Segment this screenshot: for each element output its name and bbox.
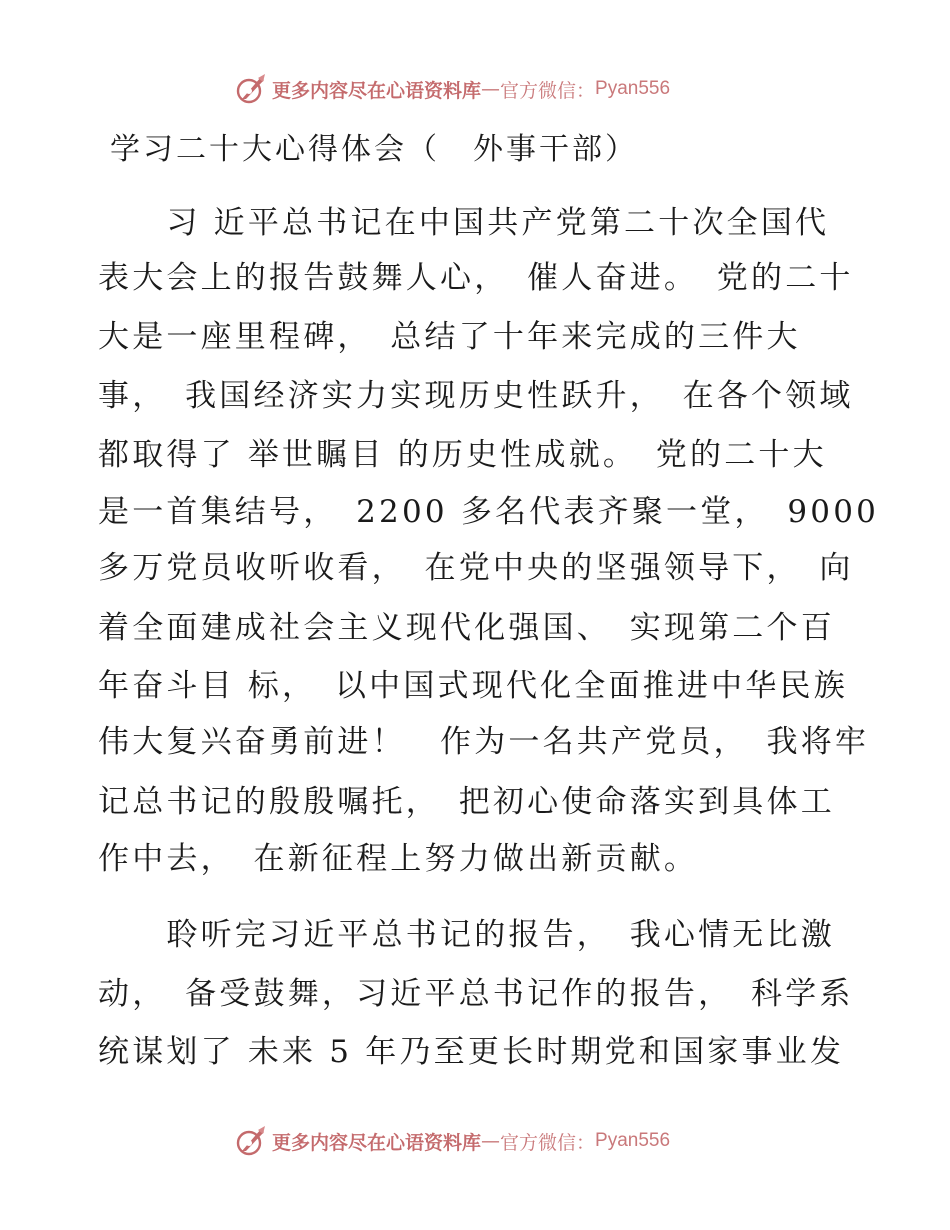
feather-pen-logo-icon xyxy=(234,72,268,106)
body-line: 作中去， 在新征程上努力做出新贡献。 xyxy=(98,841,699,877)
watermark-dash: — xyxy=(481,1130,501,1152)
body-line: 事， 我国经济实力实现历史性跃升， 在各个领域 xyxy=(98,378,854,414)
document-title: 学习二十大心得体会（ 外事干部） xyxy=(110,132,638,167)
watermark-sub-text: 官方微信： xyxy=(500,79,596,102)
body-line: 伟大复兴奋勇前进！ 作为一名共产党员， 我将牢 xyxy=(98,724,870,760)
footer-watermark xyxy=(234,1124,754,1158)
body-line: 统谋划了 未来 5 年乃至更长时期党和国家事业发 xyxy=(98,1034,845,1070)
body-line: 是一首集结号， 2200 多名代表齐聚一堂， 9000 xyxy=(98,494,880,530)
feather-pen-logo-icon xyxy=(234,1124,268,1158)
header-watermark xyxy=(234,72,754,106)
body-line: 习 近平总书记在中国共产党第二十次全国代 xyxy=(98,205,830,241)
body-line: 记总书记的殷殷嘱托， 把初心使命落实到具体工 xyxy=(98,784,835,820)
watermark-dash: — xyxy=(481,78,501,100)
body-line: 大是一座里程碑， 总结了十年来完成的三件大 xyxy=(98,319,801,355)
body-line: 动， 备受鼓舞，习近平总书记作的报告， 科学系 xyxy=(98,976,854,1012)
watermark-wechat-id: Pyan556 xyxy=(595,1130,671,1151)
body-line: 多万党员收听收看， 在党中央的坚强领导下， 向 xyxy=(98,550,854,586)
watermark-main-text: 更多内容尽在心语资料库 xyxy=(272,1131,482,1154)
watermark-sub-text: 官方微信： xyxy=(500,1131,596,1154)
watermark-wechat-id: Pyan556 xyxy=(595,78,671,99)
body-line: 表大会上的报告鼓舞人心， 催人奋进。 党的二十 xyxy=(98,260,854,296)
watermark-main-text: 更多内容尽在心语资料库 xyxy=(272,79,482,102)
body-line: 着全面建成社会主义现代化强国、 实现第二个百 xyxy=(98,610,835,646)
body-line: 年奋斗目 标， 以中国式现代化全面推进中华民族 xyxy=(98,668,848,704)
body-line: 聆听完习近平总书记的报告， 我心情无比激 xyxy=(98,917,835,953)
body-line: 都取得了 举世瞩目 的历史性成就。 党的二十大 xyxy=(98,437,827,473)
